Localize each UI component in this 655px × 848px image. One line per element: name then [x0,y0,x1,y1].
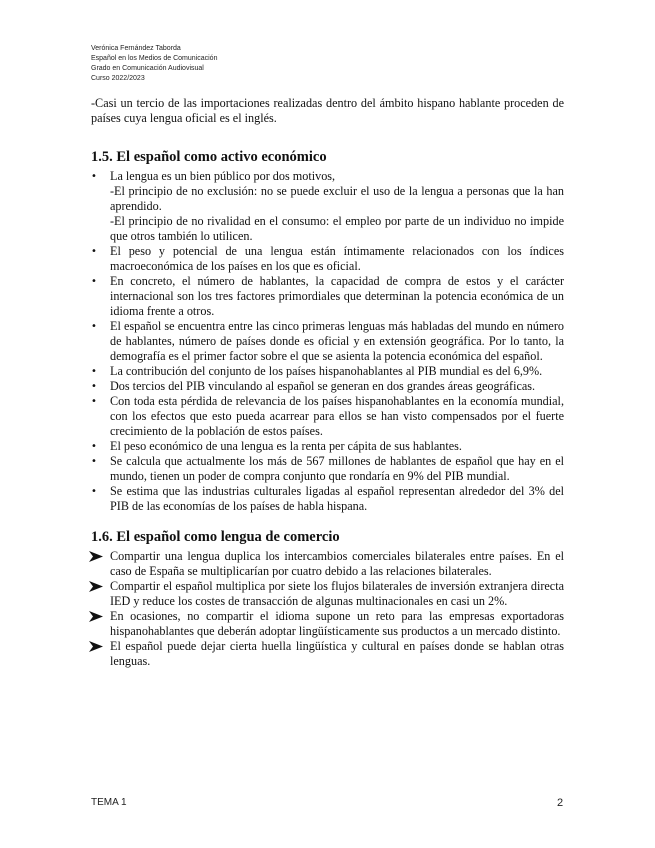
list-item-text: Compartir una lengua duplica los intercambios comerciales bilaterales entre países. En el caso de España se multiplicarían por cuatro debido a las relaciones bilaterales. [110,549,564,578]
list-subitem-text: -El principio de no rivalidad en el consumo: el empleo por parte de un individuo no impide que otros también lo utilicen. [110,214,564,243]
list-item [91,364,564,379]
list-item [91,319,564,364]
list-item [91,609,564,639]
list-item-text: En concreto, el número de hablantes, la capacidad de compra de estos y el carácter internacional son los tres factores primordiales que determinan la potencia económica de un idioma frente a otros. [110,274,564,318]
bullet-dot-icon: • [91,246,97,257]
section-1-5-list [91,169,564,514]
bullet-dot-icon: • [91,321,97,332]
list-item-text: En ocasiones, no compartir el idioma supone un reto para las empresas exportadoras hispanohablantes que deberán adoptar lingüísticamente sus productos a un mercado distinto. [110,609,564,638]
footer-label: TEMA 1 [91,797,127,808]
bullet-dot-icon: • [91,456,97,467]
arrow-bullet-icon [89,641,103,652]
header-degree: Grado en Comunicación Audiovisual [91,65,204,72]
list-item [91,549,564,579]
list-item-text: Compartir el español multiplica por siete los flujos bilaterales de inversión extranjera directa IED y reduce los costes de transacción de algunas multinacionales en casi un 2%. [110,579,564,608]
list-item-text: La contribución del conjunto de los países hispanohablantes al PIB mundial es del 6,9%. [110,364,543,378]
list-item [91,484,564,514]
bullet-dot-icon: • [91,486,97,497]
bullet-dot-icon: • [91,441,97,452]
arrow-bullet-icon [89,611,103,622]
list-item [91,454,564,484]
page-header [91,44,217,84]
arrow-bullet-icon [89,581,103,592]
section-heading-1-6: 1.6. El español como lengua de comercio [91,529,340,545]
list-item-text: El peso y potencial de una lengua están íntimamente relacionados con los índices macroeconómica de los países en los que es oficial. [110,244,564,273]
bullet-dot-icon: • [91,381,97,392]
list-item-text: Se estima que las industrias culturales ligadas al español representan alrededor del 3% del PIB de las economías de los países de habla hispana. [110,484,564,513]
list-item-text: La lengua es un bien público por dos motivos, [110,169,336,183]
list-item [91,379,564,394]
page-number: 2 [557,797,564,809]
list-item-text: Se calcula que actualmente los más de 567 millones de hablantes de español que hay en el mundo, tienen un poder de compra conjunto que rondaría en 9% del PIB mundial. [110,454,564,483]
header-author: Verónica Fernández Taborda [91,45,181,52]
list-item [91,274,564,319]
bullet-dot-icon: • [91,171,97,182]
section-heading-1-5: 1.5. El español como activo económico [91,149,327,165]
header-course: Curso 2022/2023 [91,75,145,82]
intro-paragraph: -Casi un tercio de las importaciones realizadas dentro del ámbito hispano hablante proceden de países cuya lengua oficial es el inglés. [91,96,564,125]
list-item [91,639,564,669]
list-item-text: Con toda esta pérdida de relevancia de los países hispanohablantes en la economía mundial, con los efectos que esto pueda acarrear para ellos se han visto compensados por el fuerte crecimiento de la población de estos países. [110,394,564,438]
bullet-dot-icon: • [91,366,97,377]
list-subitem-text: -El principio de no exclusión: no se puede excluir el uso de la lengua a personas que la han aprendido. [110,184,564,213]
bullet-dot-icon: • [91,396,97,407]
list-item-text: El peso económico de una lengua es la renta per cápita de sus hablantes. [110,439,462,453]
list-item [91,439,564,454]
section-1-6-list [91,549,564,669]
list-item-text: El español puede dejar cierta huella lingüística y cultural en países donde se hablan otras lenguas. [110,639,564,668]
header-subject: Español en los Medios de Comunicación [91,55,218,62]
list-item-text: El español se encuentra entre las cinco primeras lenguas más habladas del mundo en número de hablantes, número de países donde es oficial y en extensión geográfica. Por lo tanto, la demografía es el primer factor sobre el que se asienta la potencia económica del español. [110,319,564,363]
list-item-text: Dos tercios del PIB vinculando al español se generan en dos grandes áreas geográficas. [110,379,536,393]
list-item [91,579,564,609]
bullet-dot-icon: • [91,276,97,287]
page-content [91,96,564,669]
arrow-bullet-icon [89,551,103,562]
list-item [91,394,564,439]
list-item [91,169,564,244]
list-item [91,244,564,274]
